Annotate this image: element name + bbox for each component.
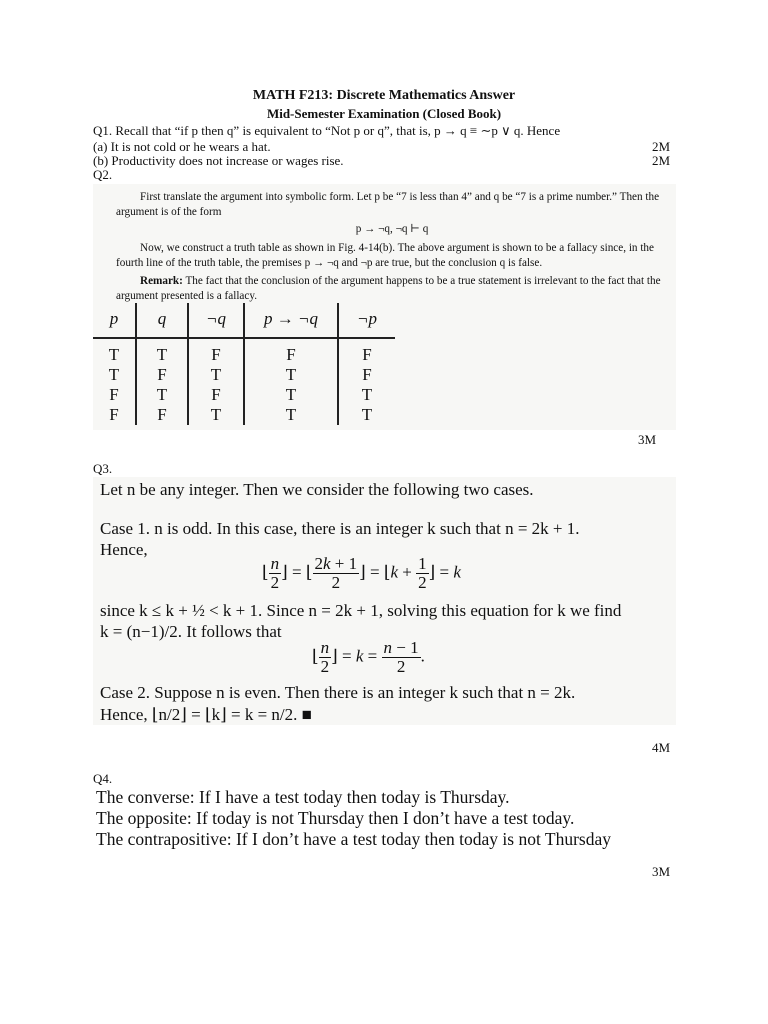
table-cell: T — [108, 365, 120, 384]
q3-k-follows: k = (n−1)/2. It follows that — [100, 622, 282, 641]
q2-remark-label: Remark: — [140, 275, 183, 287]
q2-remark — [116, 274, 668, 304]
page-subtitle: Mid-Semester Examination (Closed Book) — [266, 106, 502, 121]
table-cell: F — [109, 385, 119, 404]
q1-intro: Q1. Recall that “if p then q” is equivalent to “Not p or q”, that is, p → q ≡ ∼p ∨ q. Hence — [93, 123, 561, 138]
table-cell: F — [109, 405, 119, 424]
q2-formula: p → ¬q, ¬q ⊢ q — [355, 223, 429, 235]
q2-label: Q2. — [93, 167, 113, 182]
q2-paragraph-2: Now, we construct a truth table as shown in Fig. 4-14(b). The above argument is shown to be a fallacy since, in the fourth line of the truth table, the premises p → ¬q and ¬p are true, but the conclusion q is false. — [116, 242, 654, 269]
header-not-q: ¬q — [188, 303, 244, 338]
q3-since-line: since k ≤ k + ½ < k + 1. Since n = 2k + 1, solving this equation for k we find — [100, 601, 622, 620]
q3-case1: Case 1. n is odd. In this case, there is an integer k such that n = 2k + 1. — [100, 519, 580, 538]
q2-text-block — [116, 190, 668, 304]
table-cell: T — [136, 385, 188, 405]
table-cell: T — [244, 365, 338, 385]
q2-paragraph-1: First translate the argument into symbolic form. Let p be “7 is less than 4” and q be “7 is a prime number.” Then the argument is of the form — [116, 191, 660, 218]
q3-case2: Case 2. Suppose n is even. Then there is an integer k such that n = 2k. — [100, 683, 576, 702]
header-p-implies-not-q: p → ¬q — [244, 303, 338, 338]
truth-table-header — [93, 303, 395, 338]
table-cell: T — [108, 345, 120, 364]
q3-hence: Hence, — [100, 540, 148, 559]
q1-answer-b: (b) Productivity does not increase or wages rise. — [93, 153, 344, 168]
q3-floor-equation-1: ⌊ $\frac{n}{2}$ ⌋ = ⌊ $\frac{2k + 1}{2}$ ⌋ = ⌊k + $\frac{1}{2}$ ⌋ = k — [262, 554, 461, 592]
table-cell: F — [188, 385, 244, 405]
page-title: MATH F213: Discrete Mathematics Answer — [252, 88, 516, 103]
table-cell: F — [244, 338, 338, 365]
q4-contrapositive: The contrapositive: If I don’t have a test today then today is not Thursday — [96, 829, 611, 849]
q3-floor-equation-2: ⌊ $\frac{n}{2}$ ⌋ = k = $\frac{n - 1}{2}$ . — [312, 638, 425, 676]
q1-b-marks: 2M — [651, 153, 670, 168]
q1-answer-a: (a) It is not cold or he wears a hat. — [93, 139, 271, 154]
header-not-p: ¬p — [338, 303, 395, 338]
table-cell: F — [136, 365, 188, 385]
table-cell: T — [188, 365, 244, 385]
table-cell: F — [338, 338, 395, 365]
q2-remark-text: The fact that the conclusion of the argument happens to be a true statement is irrelevant to the fact that the argument presented is a fallacy. — [116, 275, 661, 302]
q2-marks: 3M — [637, 432, 656, 447]
q4-converse: The converse: If I have a test today then today is Thursday. — [96, 787, 510, 807]
table-cell: F — [136, 405, 188, 425]
table-row — [93, 365, 395, 385]
table-cell: T — [338, 405, 395, 425]
q4-marks: 3M — [651, 864, 670, 879]
q3-label: Q3. — [93, 461, 113, 476]
table-cell: F — [188, 338, 244, 365]
q3-marks: 4M — [651, 740, 670, 755]
q3-case2-hence: Hence, ⌊n/2⌋ = ⌊k⌋ = k = n/2. ■ — [100, 705, 312, 724]
header-q: q — [136, 303, 188, 338]
table-cell: F — [338, 365, 395, 385]
table-row — [93, 405, 395, 425]
header-p: p — [93, 303, 136, 338]
table-cell: T — [244, 385, 338, 405]
table-row — [93, 338, 395, 365]
q1-a-marks: 2M — [651, 139, 670, 154]
table-cell: T — [188, 405, 244, 425]
q4-label: Q4. — [93, 771, 113, 786]
truth-table — [93, 303, 395, 425]
table-cell: T — [338, 385, 395, 405]
table-cell: T — [136, 338, 188, 365]
table-row — [93, 385, 395, 405]
q4-opposite: The opposite: If today is not Thursday then I don’t have a test today. — [96, 808, 575, 828]
q3-intro: Let n be any integer. Then we consider the following two cases. — [100, 480, 534, 499]
table-cell: T — [244, 405, 338, 425]
